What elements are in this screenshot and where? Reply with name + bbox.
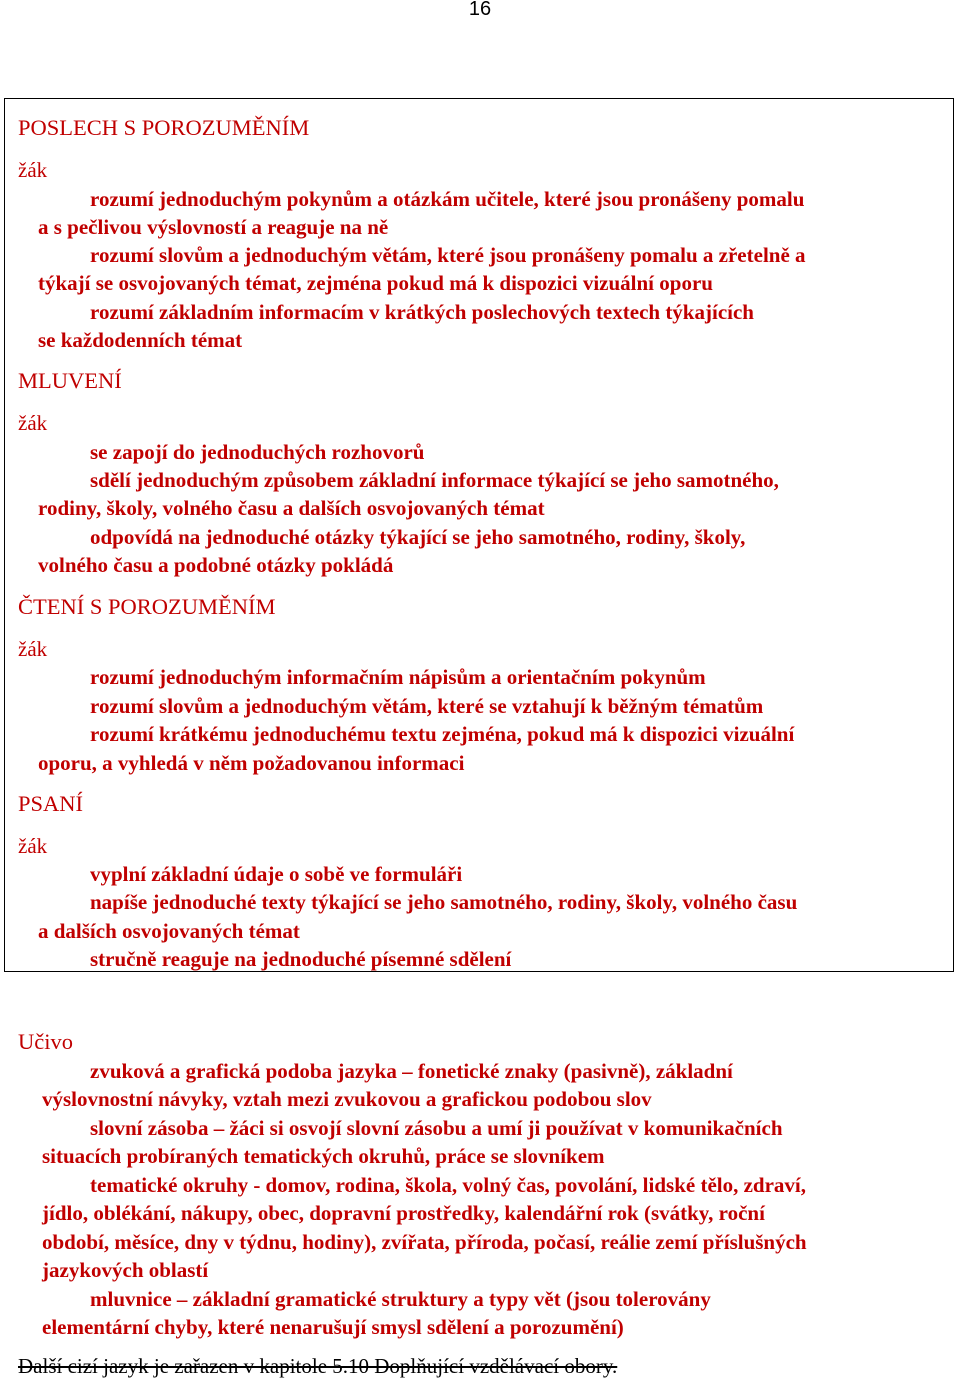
outcome-line: volného času a podobné otázky pokládá <box>38 553 394 577</box>
section-subject: žák <box>18 158 48 182</box>
outcome-line: sdělí jednoduchým způsobem základní informace týkající se jeho samotného, <box>90 468 779 492</box>
outcome-line: rodiny, školy, volného času a dalších osvojovaných témat <box>38 496 545 520</box>
outcome-line: týkají se osvojovaných témat, zejména pokud má k dispozici vizuální oporu <box>38 271 713 295</box>
outcome-line: rozumí jednoduchým informačním nápisům a orientačním pokynům <box>90 665 706 689</box>
outcome-line: rozumí jednoduchým pokynům a otázkám učitele, které jsou pronášeny pomalu <box>90 187 805 211</box>
outcome-line: vyplní základní údaje o sobě ve formuláři <box>90 862 463 886</box>
section-subject: žák <box>18 637 48 661</box>
section-heading-listening: POSLECH S POROZUMĚNÍM <box>18 115 310 140</box>
outcome-line: rozumí krátkému jednoduchému textu zejména, pokud má k dispozici vizuální <box>90 722 795 746</box>
ucivo-line: tematické okruhy - domov, rodina, škola, volný čas, povolání, lidské tělo, zdraví, <box>90 1173 806 1197</box>
outcome-line: a s pečlivou výslovností a reaguje na ně <box>38 215 389 239</box>
footer-note: Další cizí jazyk je zařazen v kapitole 5.10 Doplňující vzdělávací obory. <box>18 1354 618 1378</box>
ucivo-line: jazykových oblastí <box>42 1258 209 1282</box>
ucivo-line: období, měsíce, dny v týdnu, hodiny), zvířata, příroda, počasí, reálie zemí příslušných <box>42 1230 807 1254</box>
section-heading-reading: ČTENÍ S POROZUMĚNÍM <box>18 594 276 619</box>
page-number: 16 <box>468 0 492 20</box>
ucivo-line: elementární chyby, které nenarušují smysl sdělení a porozumění) <box>42 1315 624 1339</box>
outcome-line: se každodenních témat <box>38 328 243 352</box>
outcome-line: a dalších osvojovaných témat <box>38 919 300 943</box>
ucivo-line: zvuková a grafická podoba jazyka – fonetické znaky (pasivně), základní <box>90 1059 733 1083</box>
outcome-line: se zapojí do jednoduchých rozhovorů <box>90 440 425 464</box>
ucivo-line: mluvnice – základní gramatické struktury a typy vět (jsou tolerovány <box>90 1287 711 1311</box>
section-subject: žák <box>18 834 48 858</box>
section-heading-writing: PSANÍ <box>18 791 84 816</box>
section-subject: žák <box>18 411 48 435</box>
ucivo-line: situacích probíraných tematických okruhů, práce se slovníkem <box>42 1144 605 1168</box>
ucivo-line: jídlo, oblékání, nákupy, obec, dopravní prostředky, kalendářní rok (svátky, roční <box>42 1201 765 1225</box>
outcome-line: rozumí slovům a jednoduchým větám, které jsou pronášeny pomalu a zřetelně a <box>90 243 806 267</box>
ucivo-heading: Učivo <box>18 1029 73 1054</box>
outcome-line: napíše jednoduché texty týkající se jeho samotného, rodiny, školy, volného času <box>90 890 798 914</box>
ucivo-line: slovní zásoba – žáci si osvojí slovní zásobu a umí ji používat v komunikačních <box>90 1116 783 1140</box>
section-heading-speaking: MLUVENÍ <box>18 368 122 393</box>
outcome-line: rozumí slovům a jednoduchým větám, které se vztahují k běžným tématům <box>90 694 764 718</box>
outcome-line: oporu, a vyhledá v něm požadovanou informaci <box>38 751 465 775</box>
outcome-line: odpovídá na jednoduché otázky týkající se jeho samotného, rodiny, školy, <box>90 525 746 549</box>
outcome-line: stručně reaguje na jednoduché písemné sdělení <box>90 947 512 971</box>
ucivo-line: výslovnostní návyky, vztah mezi zvukovou a grafickou podobou slov <box>42 1087 652 1111</box>
outcome-line: rozumí základním informacím v krátkých poslechových textech týkajících <box>90 300 754 324</box>
